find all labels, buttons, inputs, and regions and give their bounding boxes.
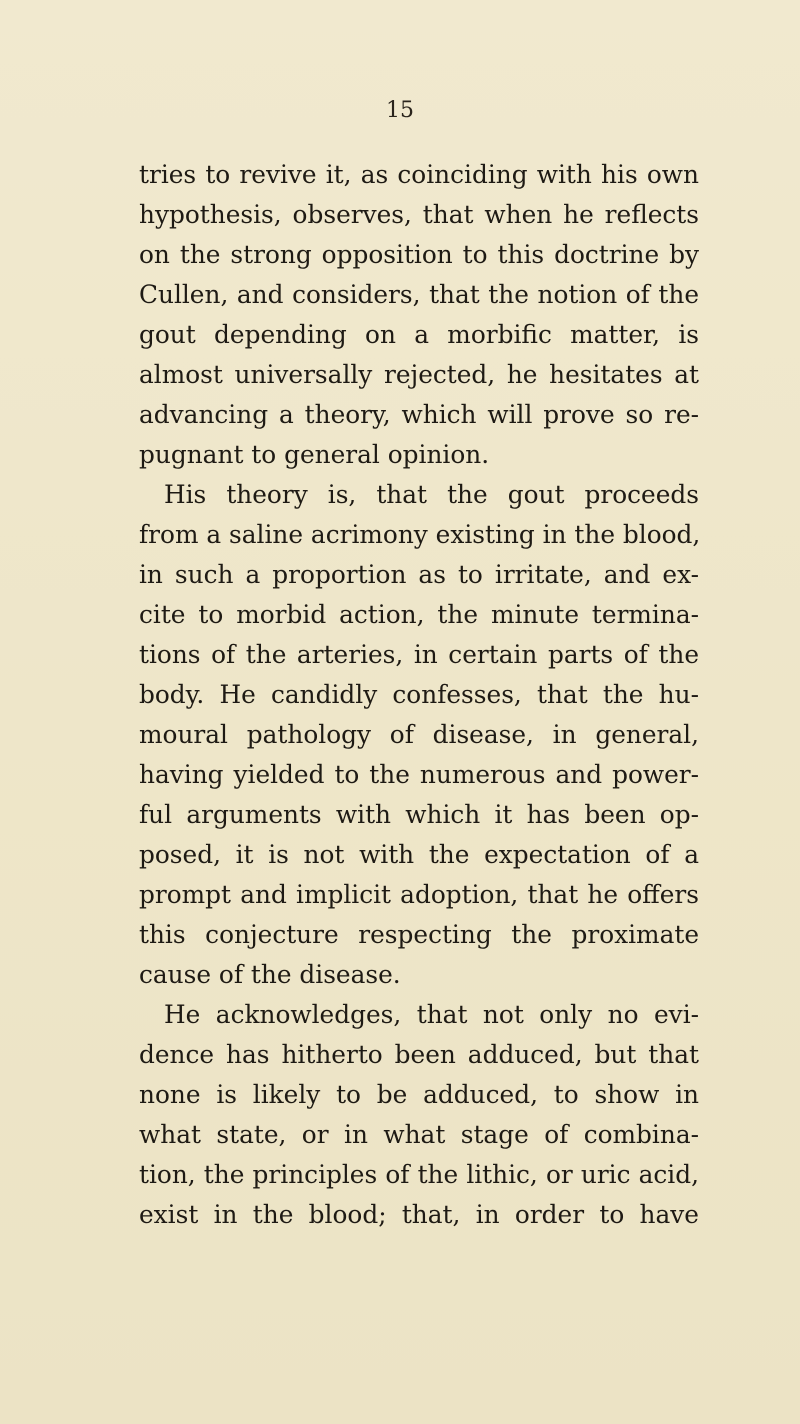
text-line: dence has hitherto been adduced, but that bbox=[139, 1040, 699, 1069]
text-line: posed, it is not with the expectation of a bbox=[139, 840, 699, 869]
text-line: hypothesis, observes, that when he reflects bbox=[139, 200, 699, 229]
text-line: cite to morbid action, the minute termina- bbox=[139, 600, 699, 629]
text-line: gout depending on a morbific matter, is bbox=[139, 320, 699, 349]
text-line: tions of the arteries, in certain parts of the bbox=[139, 640, 699, 669]
text-line: cause of the disease. bbox=[139, 960, 401, 989]
text-line: ful arguments with which it has been op- bbox=[139, 800, 699, 829]
text-line: from a saline acrimony existing in the blood, bbox=[139, 520, 701, 549]
body-text bbox=[139, 155, 699, 1235]
text-line: body. He candidly confesses, that the hu- bbox=[139, 680, 699, 709]
text-line: this conjecture respecting the proximate bbox=[139, 920, 699, 949]
text-line: what state, or in what stage of combina- bbox=[139, 1120, 699, 1149]
text-line: having yielded to the numerous and power- bbox=[139, 760, 699, 789]
text-line: pugnant to general opinion. bbox=[139, 440, 490, 469]
text-line: prompt and implicit adoption, that he offers bbox=[139, 880, 699, 909]
text-line: none is likely to be adduced, to show in bbox=[139, 1080, 699, 1109]
text-line: Cullen, and considers, that the notion of the bbox=[139, 280, 699, 309]
text-line: tion, the principles of the lithic, or uric acid, bbox=[139, 1160, 699, 1189]
text-line: moural pathology of disease, in general, bbox=[139, 720, 699, 749]
text-line: on the strong opposition to this doctrine by bbox=[139, 240, 699, 269]
text-line: exist in the blood; that, in order to have bbox=[139, 1200, 699, 1229]
text-line: in such a proportion as to irritate, and ex- bbox=[139, 560, 699, 589]
paragraph-start-line: He acknowledges, that not only no evi- bbox=[164, 1000, 699, 1029]
text-line: advancing a theory, which will prove so re- bbox=[139, 400, 699, 429]
page-number: 15 bbox=[386, 98, 414, 123]
text-line: almost universally rejected, he hesitates at bbox=[139, 360, 699, 389]
text-line: tries to revive it, as coinciding with his own bbox=[139, 160, 699, 189]
paragraph-start-line: His theory is, that the gout proceeds bbox=[164, 480, 699, 509]
